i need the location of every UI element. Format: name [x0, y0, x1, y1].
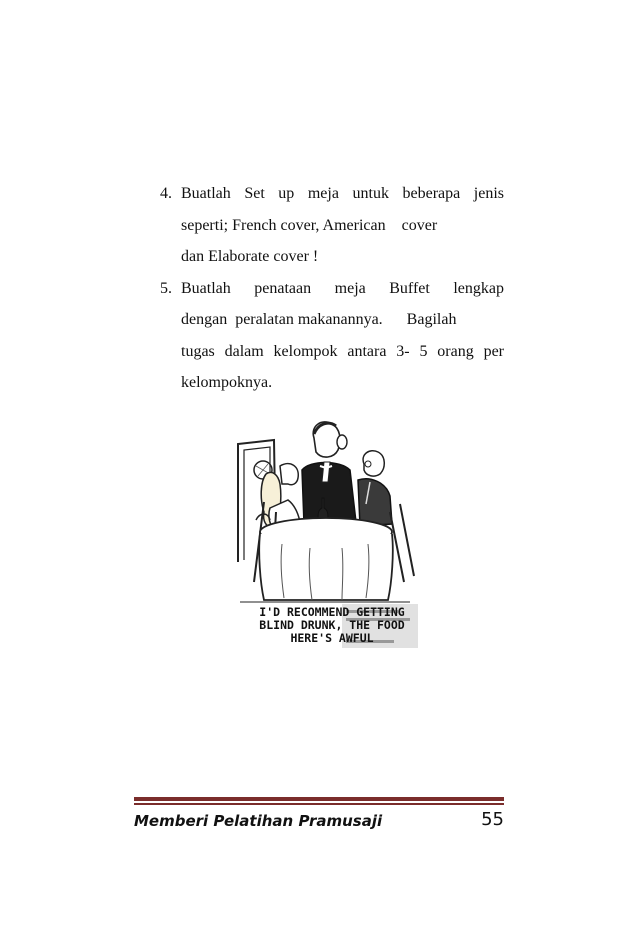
footer-rule-thin [134, 803, 504, 805]
page-number: 55 [481, 809, 504, 830]
caption-line: HERE'S AWFUL [290, 631, 374, 645]
task-list [160, 178, 504, 399]
item-line: tugas dalam kelompok antara 3- 5 orang per [181, 342, 504, 360]
item-line: dengan peralatan makanannya. Bagilah [181, 311, 457, 328]
list-item [160, 178, 504, 273]
item-number: 4. [160, 185, 172, 202]
item-line: seperti; French cover, American cover [181, 216, 438, 234]
item-line: Buatlah penataan meja Buffet lengkap [181, 279, 504, 297]
item-line: kelompoknya. [181, 374, 273, 391]
item-line: Buatlah Set up meja untuk beberapa jenis [181, 185, 504, 202]
cartoon-caption [237, 606, 427, 645]
caption-line: BLIND DRUNK, THE FOOD [259, 618, 405, 632]
footer-title: Memberi Pelatihan Pramusaji [134, 812, 383, 830]
footer-rule-thick [134, 797, 504, 801]
caption-line: I'D RECOMMEND GETTING [259, 605, 405, 619]
list-item [160, 273, 504, 399]
item-number: 5. [160, 279, 172, 297]
item-line: dan Elaborate cover ! [181, 248, 319, 265]
